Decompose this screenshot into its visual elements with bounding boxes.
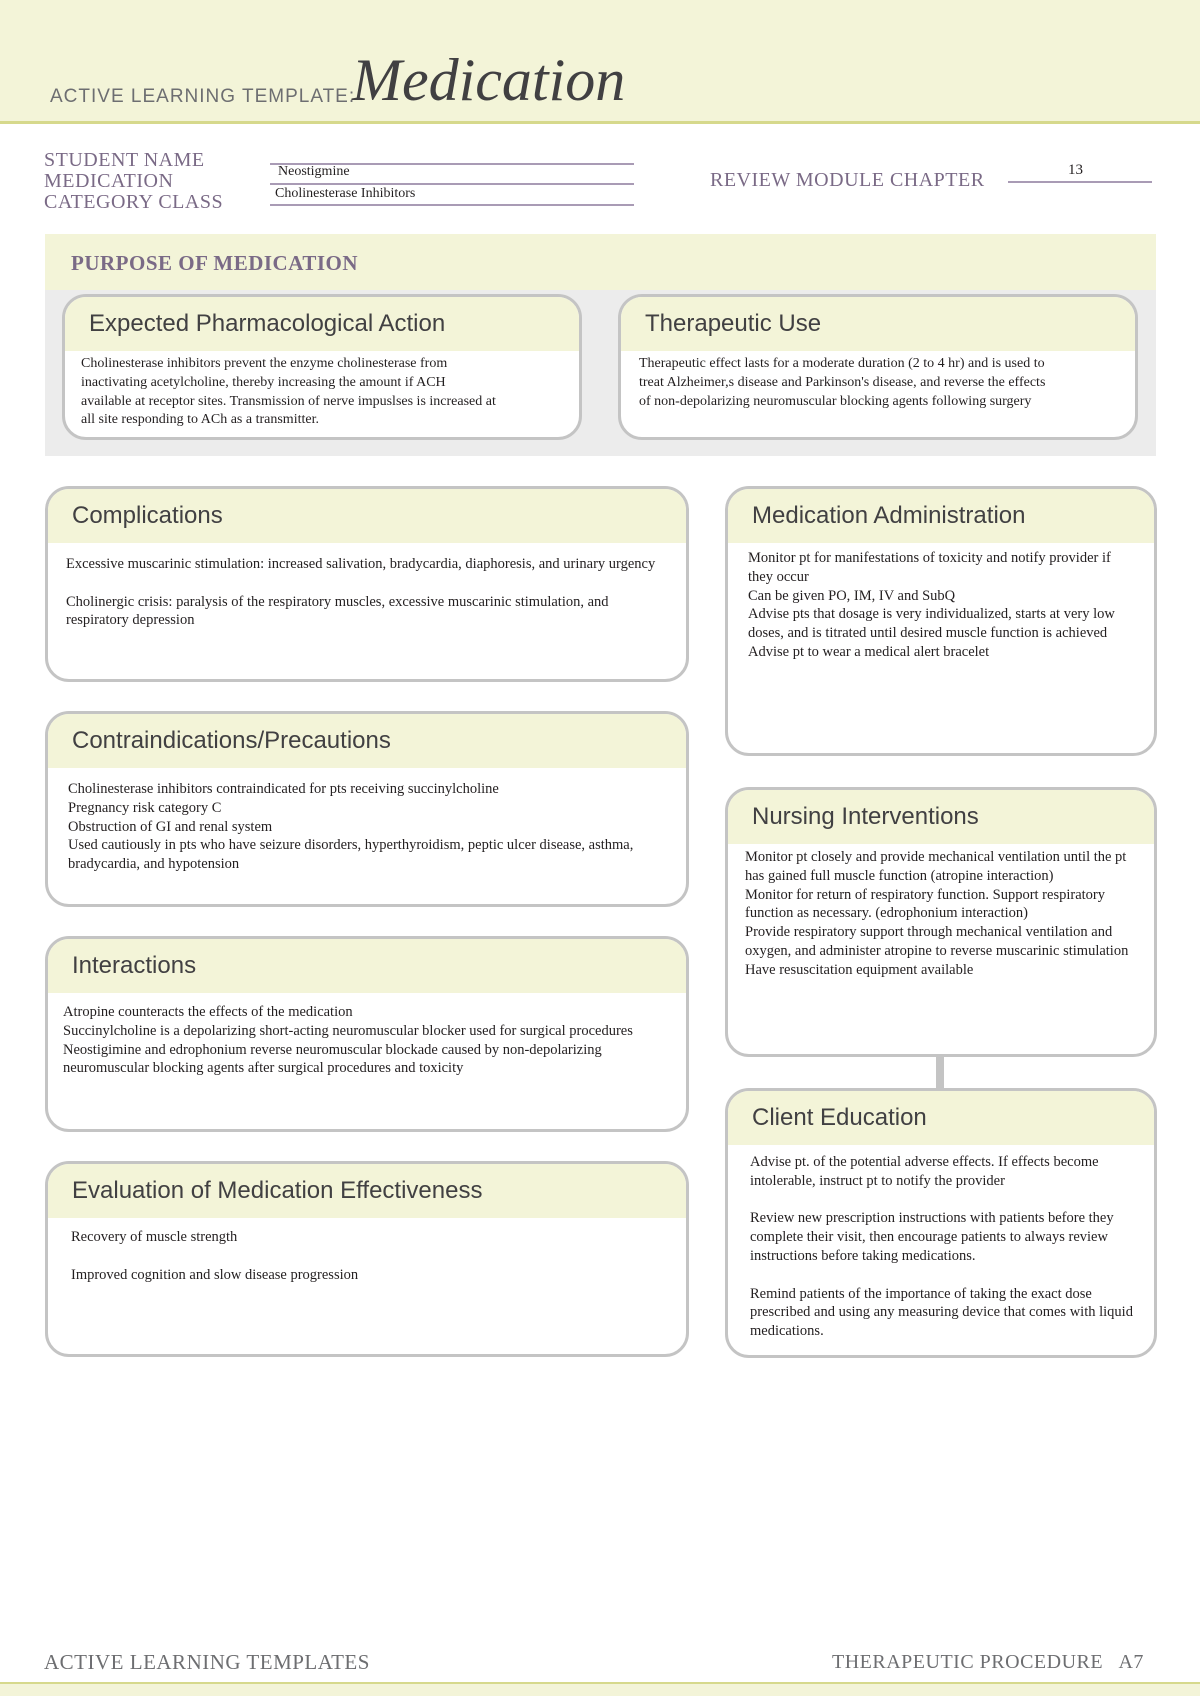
nursing-interventions-line: Monitor for return of respiratory function. Support respiratory function as necessary. (edrophonium interaction): [745, 886, 1105, 922]
expected-action-body: [65, 351, 579, 430]
nursing-interventions-body: [728, 844, 1154, 980]
evaluation-title: Evaluation of Medication Effectiveness: [48, 1164, 686, 1218]
administration-title: Medication Administration: [728, 489, 1154, 543]
category-class-value: Cholinesterase Inhibitors: [275, 186, 416, 201]
complications-text: Excessive muscarinic stimulation: increased salivation, bradycardia, diaphoresis, and urinary urgency: [66, 556, 656, 572]
interactions-line: Succinylcholine is a depolarizing short-acting neuromuscular blocker used for surgical procedures: [63, 1022, 633, 1039]
purpose-header: [45, 234, 1156, 290]
medication-value: Neostigmine: [278, 164, 350, 179]
nursing-interventions-line: Have resuscitation equipment available: [745, 961, 974, 978]
therapeutic-use-box: [618, 294, 1138, 440]
evaluation-body: [48, 1218, 686, 1284]
administration-line: Monitor pt for manifestations of toxicity and notify provider if they occur: [748, 550, 1111, 585]
administration-line: Advise pts that dosage is very individualized, starts at very low doses, and is titrated until desired muscle function is achieved: [748, 606, 1115, 642]
expected-action-title: Expected Pharmacological Action: [65, 297, 579, 351]
evaluation-box: [45, 1161, 689, 1357]
administration-box: [725, 486, 1157, 756]
nursing-interventions-box: [725, 787, 1157, 1057]
therapeutic-use-line: treat Alzheimer,s disease and Parkinson's disease, and reverse the effects: [639, 374, 1046, 390]
page-title: Medication: [352, 47, 626, 113]
medication-field[interactable]: [270, 183, 634, 185]
footer-bar: [0, 1682, 1200, 1696]
therapeutic-use-line: of non-depolarizing neuromuscular blocking agents following surgery: [639, 393, 1032, 409]
interactions-line: Neostigimine and edrophonium reverse neuromuscular blockade caused by non-depolarizing neuromuscular blocking agents after surgical procedures and toxicity: [63, 1041, 602, 1077]
template-label: ACTIVE LEARNING TEMPLATE:: [50, 86, 356, 107]
contraindications-line: Pregnancy risk category C: [68, 799, 222, 816]
therapeutic-use-body: [621, 351, 1135, 411]
complications-box: [45, 486, 689, 682]
interactions-body: [48, 993, 686, 1078]
therapeutic-use-line: Therapeutic effect lasts for a moderate duration (2 to 4 hr) and is used to: [639, 356, 1045, 371]
interactions-line: Atropine counteracts the effects of the medication: [63, 1004, 353, 1020]
contraindications-box: [45, 711, 689, 907]
footer-left-label: ACTIVE LEARNING TEMPLATES: [44, 1650, 370, 1674]
category-class-label: CATEGORY CLASS: [44, 191, 224, 213]
expected-action-line: inactivating acetylcholine, thereby increasing the amount if ACH: [81, 374, 446, 390]
client-education-text: Review new prescription instructions with patients before they complete their visit, then encourage patients to always review instructions before taking medications.: [750, 1210, 1114, 1264]
complications-text: Cholinergic crisis: paralysis of the respiratory muscles, excessive muscarinic stimulation, and respiratory depression: [66, 593, 609, 629]
client-education-text: Advise pt. of the potential adverse effects. If effects become intolerable, instruct pt to notify the provider: [750, 1154, 1099, 1189]
expected-action-line: Cholinesterase inhibitors prevent the enzyme cholinesterase from: [81, 356, 448, 371]
administration-line: Can be given PO, IM, IV and SubQ: [748, 587, 956, 604]
nursing-interventions-title: Nursing Interventions: [728, 790, 1154, 844]
contraindications-title: Contraindications/Precautions: [48, 714, 686, 768]
nursing-interventions-line: Monitor pt closely and provide mechanical ventilation until the pt has gained full muscle function (atropine interaction): [745, 849, 1127, 884]
client-education-box: [725, 1088, 1157, 1358]
expected-action-box: [62, 294, 582, 440]
expected-action-line: available at receptor sites. Transmission of nerve impuslses is increased at: [81, 393, 496, 409]
client-education-text: Remind patients of the importance of taking the exact dose prescribed and using any measuring device that comes with liquid medications.: [750, 1285, 1133, 1340]
contraindications-line: Used cautiously in pts who have seizure disorders, hyperthyroidism, peptic ulcer disease, asthma, bradycardia, and hypotension: [68, 837, 634, 873]
review-module-value: 13: [1068, 162, 1083, 178]
client-education-title: Client Education: [728, 1091, 1154, 1145]
interactions-title: Interactions: [48, 939, 686, 993]
evaluation-text: Recovery of muscle strength: [71, 1229, 238, 1245]
therapeutic-use-title: Therapeutic Use: [621, 297, 1135, 351]
contraindications-line: Cholinesterase inhibitors contraindicated for pts receiving succinylcholine: [68, 781, 499, 797]
complications-title: Complications: [48, 489, 686, 543]
interactions-box: [45, 936, 689, 1132]
review-module-field[interactable]: [1008, 181, 1152, 183]
administration-body: [728, 543, 1154, 662]
evaluation-text: Improved cognition and slow disease progression: [71, 1266, 359, 1283]
review-module-label: REVIEW MODULE CHAPTER: [710, 169, 985, 191]
contraindications-line: Obstruction of GI and renal system: [68, 818, 273, 835]
contraindications-body: [48, 768, 686, 874]
expected-action-line: all site responding to ACh as a transmitter.: [81, 412, 319, 428]
client-education-body: [728, 1145, 1154, 1341]
complications-body: [48, 543, 686, 630]
category-class-field[interactable]: [270, 204, 634, 206]
section-connector: [936, 1054, 944, 1090]
nursing-interventions-line: Provide respiratory support through mechanical ventilation and oxygen, and administer atropine to reverse muscarinic stimulation: [745, 924, 1129, 959]
footer-right-label: THERAPEUTIC PROCEDURE A7: [832, 1651, 1144, 1673]
student-name-label: STUDENT NAME: [44, 149, 205, 171]
administration-line: Advise pt to wear a medical alert bracelet: [748, 643, 990, 660]
purpose-title: PURPOSE OF MEDICATION: [71, 251, 359, 275]
header-banner: [0, 0, 1200, 124]
medication-label: MEDICATION: [44, 170, 174, 192]
